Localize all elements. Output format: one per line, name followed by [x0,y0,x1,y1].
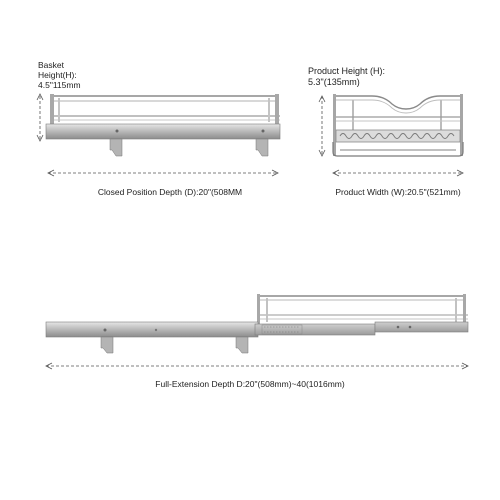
basket-height-line-3: 4.5"115mm [38,80,81,90]
product-height-line-1: Product Height (H): [308,66,386,76]
closed-depth-caption: Closed Position Depth (D):20"(508MM [97,187,243,197]
full-extension-view [46,294,468,369]
product-width-caption: Product Width (W):20.5"(521mm) [335,187,461,197]
front-view [319,94,463,176]
basket-height-line-2: Height(H): [38,70,77,80]
closed-side-view [37,94,280,176]
full-extension-caption: Full-Extension Depth D:20"(508mm)~40(1016mm) [155,379,345,389]
product-height-line-2: 5.3"(135mm) [308,77,360,87]
basket-height-line-1: Basket [38,60,64,70]
